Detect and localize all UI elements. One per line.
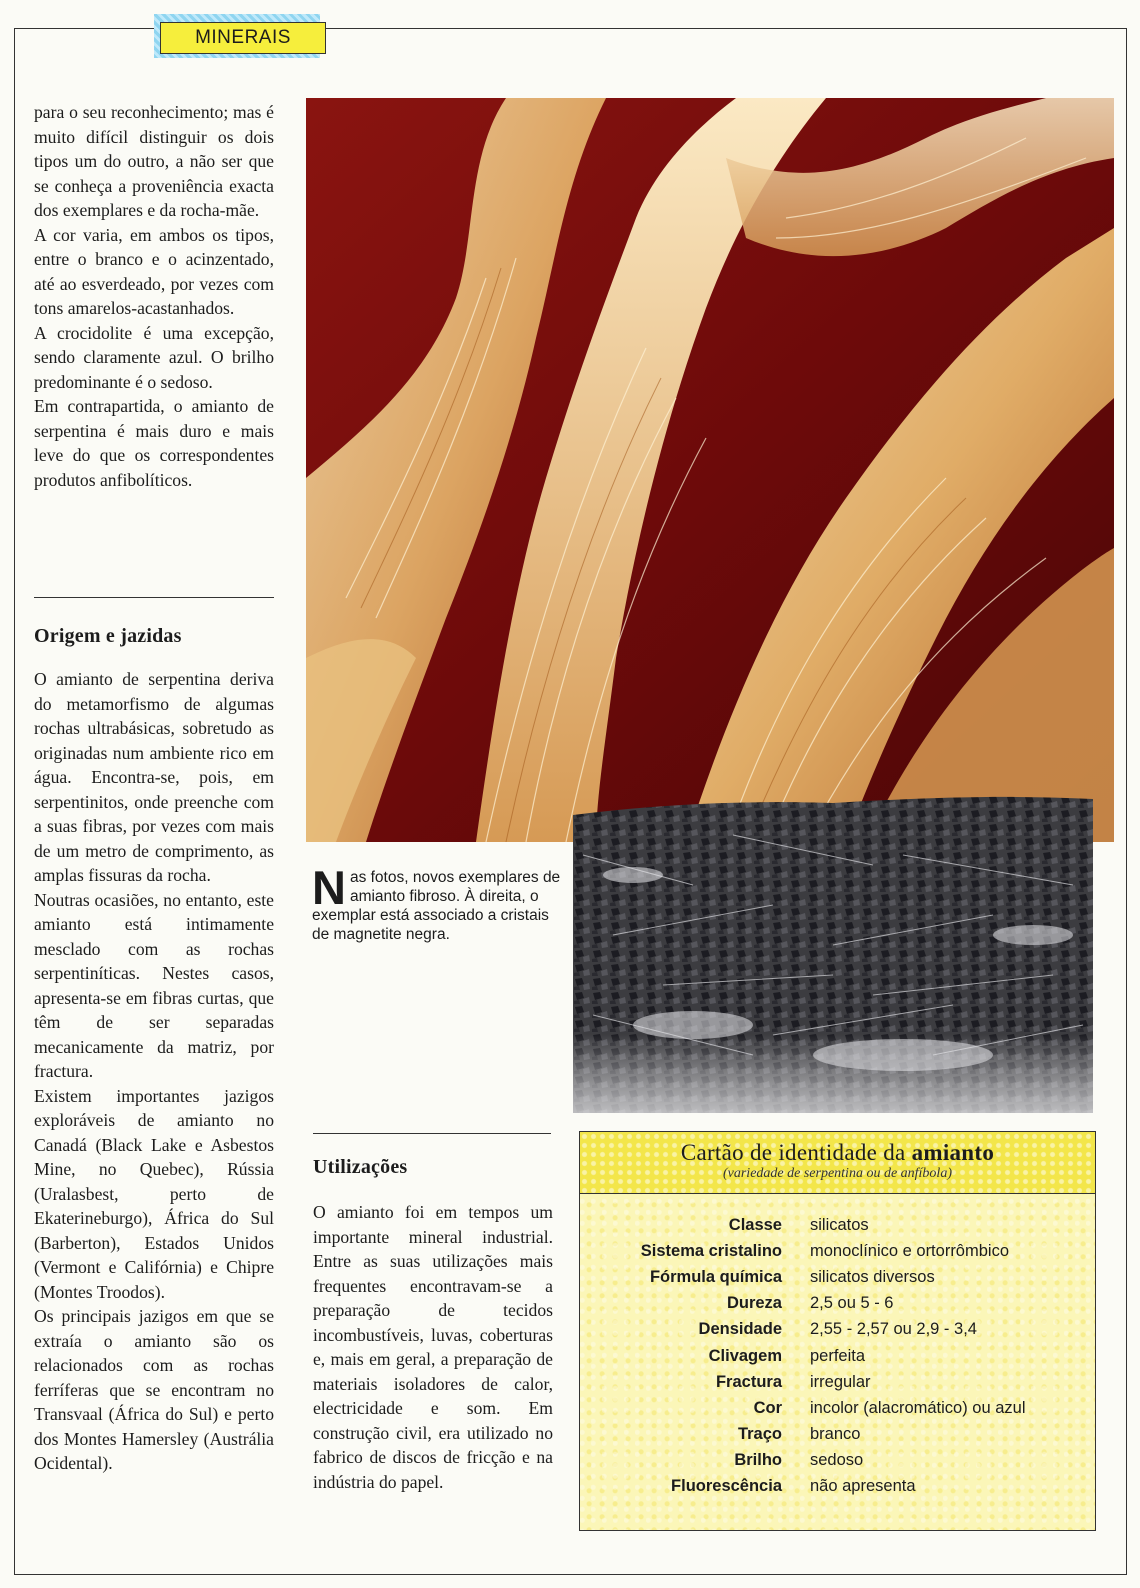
magnetite-asbestos-photo [573,795,1093,1113]
paragraph: Em contrapartida, o amianto de serpentina é mais duro e mais leve do que os correspondentes produtos anfibolíticos. [34,396,274,490]
identity-card-title-mineral: amianto [911,1140,995,1165]
origin-text [34,667,274,1476]
identity-card-rows [580,1212,1095,1500]
property-label: Sistema cristalino [640,1241,782,1260]
property-label: Densidade [698,1320,782,1339]
uses-heading: Utilizações [313,1156,408,1178]
paragraph: A crocidolite é uma excepção, sendo claramente azul. O brilho predominante é o sedoso. [34,322,274,392]
property-value: sedoso [810,1451,864,1470]
property-label: Dureza [726,1294,782,1313]
section-tab [154,14,320,58]
identity-row [580,1238,1095,1264]
property-label: Fórmula química [649,1267,782,1286]
identity-row [580,1422,1095,1448]
identity-card-title-prefix: Cartão de identidade da [680,1140,912,1165]
paragraph: O amianto foi em tempos um importante mineral industrial. Entre as suas utilizações mais frequentes encontravam-se a preparação de tecidos incombustíveis, luvas, coberturas e, mais em geral, a preparação de materiais isoladores de calor, electricidade e som. Em construção civil, era utilizado no fabrico de discos de fricção e na indústria do papel. [313,1202,553,1492]
asbestos-fibers-photo [306,98,1114,842]
property-value: incolor (alacromático) ou azul [810,1398,1026,1417]
property-value: 2,55 - 2,57 ou 2,9 - 3,4 [810,1320,977,1339]
property-value: silicatos diversos [810,1267,935,1286]
identity-row [580,1343,1095,1369]
identity-row [580,1369,1095,1395]
property-value: não apresenta [810,1477,916,1496]
identity-row [580,1474,1095,1500]
property-value: monoclínico e ortorrômbico [810,1241,1009,1260]
paragraph: O amianto de serpentina deriva do metamorfismo de algumas rochas ultrabásicas, sobretudo as originadas num ambiente rico em água. Encontra-se, pois, em serpentinitos, onde preenche com a suas fibras, por vezes com mais de um metro de comprimento, as amplas fissuras da rocha. [34,669,274,885]
property-value: branco [810,1425,861,1444]
identity-row [580,1317,1095,1343]
property-value: irregular [810,1372,871,1391]
paragraph: A cor varia, em ambos os tipos, entre o branco e o acinzentado, até ao esverdeado, por vezes com tons amarelos-acastanhados. [34,224,274,318]
property-label: Fluorescência [671,1477,782,1496]
uses-text [313,1200,553,1494]
section-divider [313,1133,551,1134]
paragraph: para o seu reconhecimento; mas é muito difícil distinguir os dois tipos um do outro, a não ser que se conheça a proveniência exacta dos exemplares e da rocha-mãe. [34,102,274,220]
property-label: Cor [753,1398,782,1417]
property-label: Fractura [715,1372,782,1391]
property-value: perfeita [810,1346,866,1365]
identity-card-subtitle: (variedade de serpentina ou de anfíbola) [722,1166,952,1181]
identity-row [580,1212,1095,1238]
column-1-top-text [34,100,274,492]
caption-dropcap: N [312,861,346,914]
property-value: 2,5 ou 5 - 6 [810,1294,894,1313]
paragraph: Existem importantes jazigos exploráveis de amianto no Canadá (Black Lake e Asbestos Mine, no Quebec), Rússia (Uralasbest, perto de Ekaterineburgo), África do Sul (Barberton), Estados Unidos (Vermont e Califórnia) e Chipre (Montes Troodos). [34,1085,274,1302]
identity-card-title [580,1132,1095,1166]
origin-heading: Origem e jazidas [34,625,182,647]
identity-row [580,1448,1095,1474]
paragraph: Noutras ocasiões, no entanto, este amianto está intimamente mesclado com as rochas serpentiníticas. Nestes casos, apresenta-se em fibras curtas, que têm de ser separadas mecanicamente da matriz, por fractura. [34,889,274,1081]
property-value: silicatos [810,1215,869,1234]
paragraph: Os principais jazigos em que se extraía o amianto são os relacionados com as rochas ferríferas que se encontram no Transvaal (África do Sul) e perto dos Montes Hamersley (Austrália Ocidental). [34,1306,274,1473]
identity-card-header [580,1132,1095,1194]
identity-row [580,1291,1095,1317]
section-tab-label: MINERAIS [160,22,326,54]
section-divider [34,597,274,598]
property-label: Traço [737,1425,782,1444]
identity-row [580,1264,1095,1290]
property-label: Clivagem [708,1346,782,1365]
identity-card [579,1131,1096,1531]
photo-caption [312,861,562,944]
property-label: Brilho [734,1451,782,1470]
property-label: Classe [728,1215,782,1234]
identity-row [580,1395,1095,1421]
caption-text: as fotos, novos exemplares de amianto fibroso. À direita, o exemplar está associado a cristais de magnetite negra. [312,869,561,943]
